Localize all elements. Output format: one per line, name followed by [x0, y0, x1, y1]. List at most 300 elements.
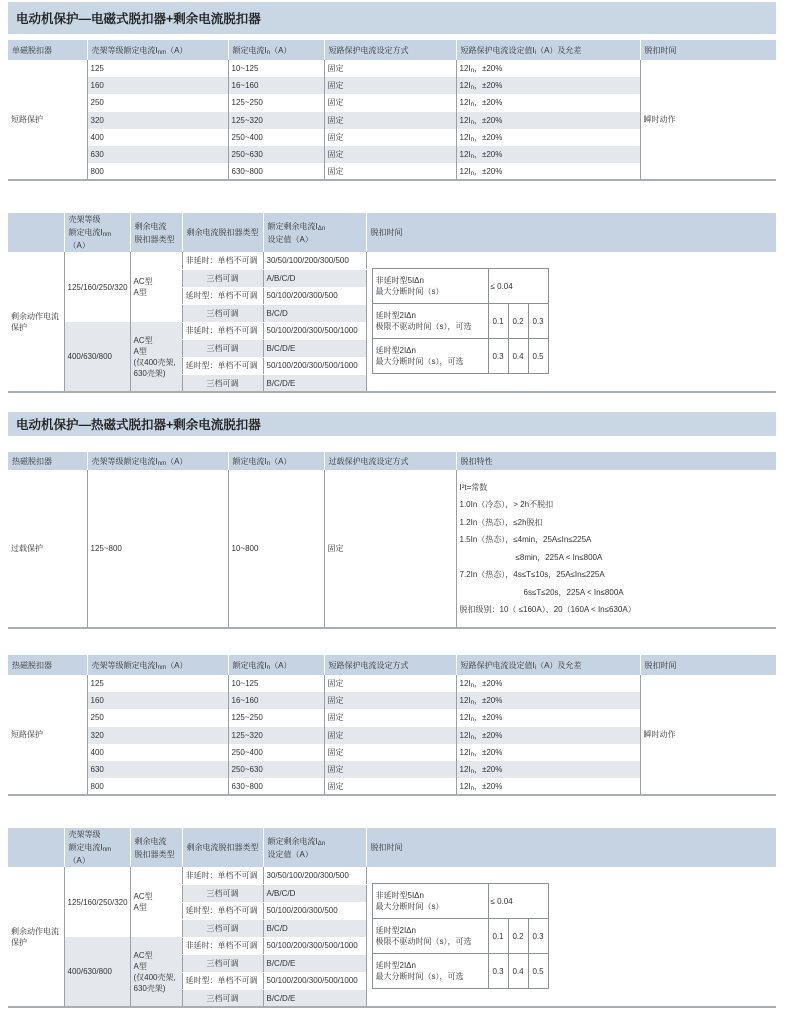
- cell-text: 12I: [459, 679, 471, 689]
- cell-text: 非延时：单档不可调: [185, 326, 258, 336]
- overload-table: [8, 452, 776, 629]
- column-header: [8, 213, 64, 252]
- table-cell: [228, 675, 324, 692]
- cell-text: 0.4: [512, 351, 524, 361]
- cell-text: 三档可调: [206, 888, 239, 898]
- cell-text: 10~800: [231, 544, 259, 553]
- cell-text: 三档可调: [206, 993, 239, 1003]
- subscript: n: [266, 460, 271, 467]
- table-cell: [182, 375, 263, 393]
- cell-text: 50/100/200/300/500/1000: [266, 326, 358, 336]
- subscript: nm: [157, 664, 167, 671]
- cell-text: 剩余动作电流 保护: [11, 926, 59, 947]
- table-row: [8, 470, 776, 628]
- cell-text: 短路保护: [11, 730, 43, 740]
- table-cell: [87, 163, 228, 180]
- trip-time-value: [508, 954, 528, 989]
- cell-text: 固定: [327, 64, 344, 74]
- cell-text: A/B/C/D: [266, 888, 296, 898]
- cell-text: （A）: [270, 45, 292, 55]
- cell-text: AC型 A型: [133, 892, 153, 912]
- table-cell: [87, 60, 228, 77]
- cell-text: ，±20%: [473, 713, 503, 723]
- table-cell: [263, 270, 366, 288]
- cell-text: 250~400: [231, 132, 263, 142]
- cell-text: 320: [90, 730, 104, 740]
- cell-text: 非延时：单档不可调: [185, 941, 258, 951]
- cell-text: ，±20%: [473, 98, 503, 108]
- table-cell: [456, 761, 640, 778]
- short-circuit-table: [8, 40, 776, 181]
- header-row: [8, 40, 776, 60]
- cell-text: ，±20%: [473, 730, 503, 740]
- column-header: [87, 452, 228, 470]
- table-cell: [87, 744, 228, 761]
- table-cell: [87, 470, 228, 628]
- trip-time-value: [528, 304, 548, 339]
- table-cell: [182, 990, 263, 1008]
- table-cell: [456, 94, 640, 111]
- cell-text: 设定值（A）: [267, 234, 313, 244]
- subscript: i: [534, 49, 537, 56]
- trip-time-value: [488, 919, 508, 954]
- cell-text: 非延时：单档不可调: [185, 256, 258, 265]
- column-header: [8, 828, 64, 867]
- table-cell: [87, 94, 228, 111]
- cell-text: 50/100/200/300/500: [266, 291, 338, 301]
- column-header: [182, 828, 263, 867]
- column-header: [8, 40, 87, 60]
- table-row: [8, 252, 776, 270]
- column-header: [456, 452, 776, 470]
- trip-time-row: [372, 884, 548, 919]
- table-cell: [228, 744, 324, 761]
- cell-text: 热磁脱扣器: [12, 456, 52, 466]
- characteristic-line: I²t=常数: [459, 482, 488, 492]
- cell-text: 125~250: [231, 98, 263, 108]
- cell-text: 延时型2IΔn 最大分断时间（s），可选: [375, 346, 464, 366]
- cell-text: （A）: [68, 856, 90, 865]
- cell-text: ，±20%: [473, 81, 503, 91]
- column-header: [324, 655, 456, 675]
- table-cell: [324, 60, 456, 77]
- table-cell: [263, 867, 366, 885]
- cell-text: ，±20%: [473, 696, 503, 706]
- section-title-electromagnetic: 电动机保护—电磁式脱扣器+剩余电流脱扣器: [8, 2, 776, 34]
- cell-text: 剩余电流 脱扣器类型: [134, 221, 175, 244]
- trip-time-table: [372, 883, 549, 989]
- cell-text: 过载保护电流设定方式: [328, 456, 409, 466]
- cell-text: 非延时型5IΔn 最大分断时间（s）: [375, 276, 444, 296]
- cell-text: 250: [90, 713, 104, 723]
- table-cell: [228, 727, 324, 744]
- column-header: [130, 828, 182, 867]
- cell-text: 12I: [459, 115, 471, 125]
- cell-text: 脱扣时间: [644, 45, 677, 55]
- table-cell: [456, 778, 640, 795]
- table-cell: [324, 692, 456, 709]
- cell-text: 250: [90, 98, 104, 108]
- cell-text: 三档可调: [206, 923, 239, 933]
- cell-text: 三档可调: [206, 958, 239, 968]
- table-cell: [228, 94, 324, 111]
- subscript: nm: [157, 49, 167, 56]
- cell-text: 630: [90, 150, 104, 160]
- trip-time-value: [508, 919, 528, 954]
- protection-type: [8, 252, 64, 392]
- cell-text: 固定: [327, 747, 344, 757]
- cell-text: 固定: [327, 781, 344, 791]
- column-header: [8, 452, 87, 470]
- table-cell: [228, 163, 324, 180]
- table-cell: [87, 146, 228, 163]
- table-cell: [263, 357, 366, 375]
- trip-time-label: [372, 304, 488, 339]
- subscript: n: [470, 751, 474, 758]
- column-header: [456, 655, 640, 675]
- cell-text: 0.3: [532, 316, 544, 326]
- short-circuit-table-thermal: [8, 655, 776, 796]
- cell-text: 400: [90, 747, 104, 757]
- cell-text: 12I: [459, 150, 471, 160]
- protection-type: [8, 867, 64, 1007]
- table-cell: [456, 77, 640, 94]
- table-cell: [263, 902, 366, 920]
- characteristic-line: ≤8min，225A < In≤800A: [459, 552, 603, 562]
- cell-text: AC型 A型: [133, 277, 153, 297]
- table-cell: [324, 727, 456, 744]
- trip-time-value: [528, 919, 548, 954]
- column-header: [640, 40, 776, 60]
- cell-text: 固定: [327, 730, 344, 740]
- section-title-thermal-magnetic: 电动机保护—热磁式脱扣器+剩余电流脱扣器: [8, 412, 776, 436]
- table-cell: [87, 77, 228, 94]
- cell-text: 壳架等级额定电流I: [91, 45, 158, 55]
- frame-rating: [64, 867, 130, 937]
- trip-time-label: [372, 919, 488, 954]
- table-cell: [456, 727, 640, 744]
- characteristic-line: 1.5In（热态），≤4min，25A≤In≤225A: [459, 535, 592, 544]
- table-cell: [228, 77, 324, 94]
- table-cell: [228, 778, 324, 795]
- cell-text: 额定电流I: [232, 45, 267, 55]
- column-header: [87, 40, 228, 60]
- column-header: [366, 828, 776, 867]
- cell-text: ，±20%: [473, 781, 503, 791]
- table-cell: [228, 709, 324, 726]
- subscript: n: [266, 49, 271, 56]
- cell-text: 延时型：单档不可调: [185, 976, 258, 986]
- cell-text: 12I: [459, 81, 471, 91]
- characteristic-line: 1.2In（热态），≤2h脱扣: [459, 517, 543, 527]
- cell-text: 三档可调: [206, 273, 239, 283]
- trip-time-cell: [366, 252, 776, 392]
- cell-text: 50/100/200/300/500: [266, 906, 338, 916]
- column-header: [228, 655, 324, 675]
- table-cell: [263, 340, 366, 358]
- cell-text: 630~800: [231, 781, 263, 791]
- subscript: n: [470, 785, 474, 792]
- cell-text: 125: [90, 64, 104, 74]
- table-row: [8, 60, 776, 77]
- table-cell: [324, 163, 456, 180]
- table-cell: [182, 305, 263, 323]
- subscript: n: [470, 119, 474, 126]
- cell-text: AC型 A型 (仅400壳架, 630壳架): [133, 950, 176, 993]
- cell-text: B/C/D/E: [266, 378, 296, 388]
- cell-text: 短路保护电流设定值I: [460, 45, 535, 55]
- cell-text: 400: [90, 132, 104, 142]
- cell-text: 壳架等级 额定电流I: [68, 215, 103, 237]
- cell-text: 125~320: [231, 730, 263, 740]
- cell-text: 短路保护电流设定方式: [328, 45, 409, 55]
- cell-text: 延时型：单档不可调: [185, 906, 258, 916]
- cell-text: 短路保护: [11, 115, 43, 125]
- table-cell: [228, 692, 324, 709]
- table-cell: [324, 112, 456, 129]
- table-cell: [324, 761, 456, 778]
- trip-time-value: [488, 339, 508, 374]
- cell-text: 非延时型5IΔn 最大分断时间（s）: [375, 891, 444, 911]
- cell-text: 过载保护: [11, 544, 43, 553]
- table-cell: [263, 305, 366, 323]
- frame-rating: [64, 252, 130, 322]
- column-header: [263, 828, 366, 867]
- trip-time-row: [372, 339, 548, 374]
- cell-text: B/C/D: [266, 923, 288, 933]
- cell-text: 125/160/250/320: [67, 282, 128, 292]
- trip-time-row: [372, 954, 548, 989]
- table-cell: [228, 112, 324, 129]
- cell-text: 0.3: [532, 931, 544, 941]
- cell-text: ≤ 0.04: [490, 896, 513, 906]
- characteristic-line: 6s≤T≤20s，225A < In≤800A: [459, 587, 624, 597]
- cell-text: ，±20%: [473, 132, 503, 142]
- cell-text: 630: [90, 765, 104, 775]
- table-cell: [182, 885, 263, 903]
- table-cell: [324, 470, 456, 628]
- cell-text: 剩余电流 脱扣器类型: [134, 836, 175, 859]
- table-cell: [182, 287, 263, 305]
- cell-text: 125~250: [231, 713, 263, 723]
- column-header: [64, 213, 130, 252]
- subscript: n: [266, 664, 271, 671]
- cell-text: 800: [90, 166, 104, 176]
- cell-text: 250~400: [231, 747, 263, 757]
- trip-time-row: [372, 269, 548, 304]
- cell-text: 0.5: [532, 351, 544, 361]
- cell-text: 固定: [327, 115, 344, 125]
- cell-text: （A）: [166, 456, 188, 466]
- cell-text: 额定剩余电流I: [267, 221, 318, 231]
- table-cell: [182, 340, 263, 358]
- subscript: n: [470, 85, 474, 92]
- cell-text: 0.1: [492, 931, 504, 941]
- subscript: n: [470, 102, 474, 109]
- release-types: [130, 252, 182, 322]
- cell-text: 固定: [327, 765, 344, 775]
- cell-text: 12I: [459, 747, 471, 757]
- trip-characteristics: [456, 470, 776, 628]
- subscript: n: [470, 734, 474, 741]
- subscript: i: [534, 664, 537, 671]
- header-row: [8, 452, 776, 470]
- cell-text: 热磁脱扣器: [12, 660, 52, 670]
- cell-text: ，±20%: [473, 166, 503, 176]
- table-cell: [87, 692, 228, 709]
- cell-text: 壳架等级额定电流I: [91, 660, 158, 670]
- table-cell: [324, 146, 456, 163]
- release-types: [130, 322, 182, 392]
- trip-time-value: [508, 339, 528, 374]
- trip-time-table: [372, 268, 549, 374]
- cell-text: 160: [90, 81, 104, 91]
- protection-type: [8, 675, 87, 795]
- cell-text: 125/160/250/320: [67, 897, 128, 907]
- cell-text: 壳架等级额定电流I: [91, 456, 158, 466]
- cell-text: 12I: [459, 781, 471, 791]
- subscript: n: [470, 68, 474, 75]
- table-cell: [182, 252, 263, 270]
- cell-text: B/C/D/E: [266, 343, 296, 353]
- subscript: n: [470, 683, 474, 690]
- table-cell: [87, 761, 228, 778]
- cell-text: 非延时：单档不可调: [185, 871, 258, 880]
- trip-time: [640, 675, 776, 795]
- cell-text: 剩余电流脱扣器类型: [186, 228, 259, 237]
- cell-text: 瞬时动作: [643, 730, 676, 740]
- cell-text: 剩余电流脱扣器类型: [186, 843, 259, 852]
- table-cell: [182, 867, 263, 885]
- column-header: [8, 655, 87, 675]
- cell-text: A/B/C/D: [266, 273, 296, 283]
- cell-text: ，±20%: [473, 765, 503, 775]
- column-header: [640, 655, 776, 675]
- table-cell: [263, 920, 366, 938]
- cell-text: 320: [90, 115, 104, 125]
- table-cell: [456, 60, 640, 77]
- cell-text: B/C/D/E: [266, 958, 296, 968]
- subscript: n: [470, 170, 474, 177]
- characteristic-line: 1.0In（冷态），> 2h不脱扣: [459, 500, 554, 509]
- cell-text: 0.1: [492, 316, 504, 326]
- subscript: nm: [102, 847, 112, 853]
- cell-text: 延时型2IΔn 极限不驱动时间（s），可选: [375, 926, 472, 946]
- table-cell: [456, 692, 640, 709]
- cell-text: 800: [90, 781, 104, 791]
- table-cell: [228, 60, 324, 77]
- table-cell: [456, 744, 640, 761]
- cell-text: 250~630: [231, 150, 263, 160]
- subscript: nm: [102, 232, 112, 238]
- trip-time-value: [528, 954, 548, 989]
- table-cell: [456, 146, 640, 163]
- cell-text: ，±20%: [473, 64, 503, 74]
- cell-text: 30/50/100/200/300/500: [266, 256, 349, 265]
- cell-text: （A）及允差: [536, 45, 582, 55]
- table-cell: [182, 322, 263, 340]
- subscript: n: [470, 769, 474, 776]
- trip-time: [640, 60, 776, 180]
- cell-text: （A）及允差: [536, 660, 582, 670]
- cell-text: 延时型：单档不可调: [185, 361, 258, 371]
- cell-text: ，±20%: [473, 115, 503, 125]
- trip-time-value: [488, 304, 508, 339]
- characteristic-line: 脱扣级别：10（ ≤160A）、20（160A < In≤630A）: [459, 605, 636, 614]
- cell-text: 125~320: [231, 115, 263, 125]
- characteristic-line: 7.2In（热态），4s≤T≤10s，25A≤In≤225A: [459, 570, 605, 579]
- cell-text: 短路保护电流设定方式: [328, 660, 409, 670]
- cell-text: 固定: [327, 81, 344, 91]
- table-cell: [182, 937, 263, 955]
- cell-text: 额定剩余电流I: [267, 836, 318, 846]
- residual-current-table-thermal: [8, 828, 776, 1008]
- trip-time-row: [372, 919, 548, 954]
- cell-text: 固定: [327, 132, 344, 142]
- cell-text: 固定: [327, 713, 344, 723]
- table-row: [8, 867, 776, 885]
- table-cell: [324, 94, 456, 111]
- table-cell: [456, 129, 640, 146]
- cell-text: （A）: [270, 456, 292, 466]
- cell-text: 12I: [459, 713, 471, 723]
- cell-text: 固定: [327, 696, 344, 706]
- cell-text: 12I: [459, 132, 471, 142]
- header-row: [8, 213, 776, 252]
- cell-text: 三档可调: [206, 343, 239, 353]
- cell-text: 30/50/100/200/300/500: [266, 871, 349, 880]
- cell-text: 16~160: [231, 696, 259, 706]
- trip-time-value: [488, 954, 508, 989]
- residual-current-table: [8, 213, 776, 393]
- cell-text: 12I: [459, 696, 471, 706]
- release-types: [130, 937, 182, 1007]
- cell-text: 设定值（A）: [267, 849, 313, 859]
- trip-time-label: [372, 954, 488, 989]
- table-cell: [324, 675, 456, 692]
- trip-time-value: [528, 339, 548, 374]
- column-header: [263, 213, 366, 252]
- cell-text: 0.3: [492, 351, 504, 361]
- table-cell: [263, 972, 366, 990]
- cell-text: 瞬时动作: [643, 115, 676, 125]
- cell-text: 400/630/800: [67, 352, 112, 361]
- table-cell: [263, 252, 366, 270]
- table-cell: [263, 322, 366, 340]
- subscript: n: [470, 717, 474, 724]
- cell-text: 固定: [327, 679, 344, 689]
- cell-text: 50/100/200/300/500/1000: [266, 976, 358, 986]
- table-cell: [456, 163, 640, 180]
- frame-rating: [64, 322, 130, 392]
- column-header: [324, 40, 456, 60]
- subscript: n: [470, 154, 474, 161]
- column-header: [228, 40, 324, 60]
- table-cell: [182, 972, 263, 990]
- table-cell: [87, 727, 228, 744]
- table-cell: [87, 709, 228, 726]
- table-cell: [263, 375, 366, 393]
- subscript: nm: [157, 460, 167, 467]
- cell-text: 延时型2IΔn 最大分断时间（s），可选: [375, 961, 464, 981]
- trip-time-value: [508, 304, 528, 339]
- cell-text: 壳架等级 额定电流I: [68, 830, 103, 852]
- cell-text: 125~800: [90, 544, 122, 553]
- cell-text: 12I: [459, 166, 471, 176]
- column-header: [130, 213, 182, 252]
- frame-rating: [64, 937, 130, 1007]
- table-cell: [456, 709, 640, 726]
